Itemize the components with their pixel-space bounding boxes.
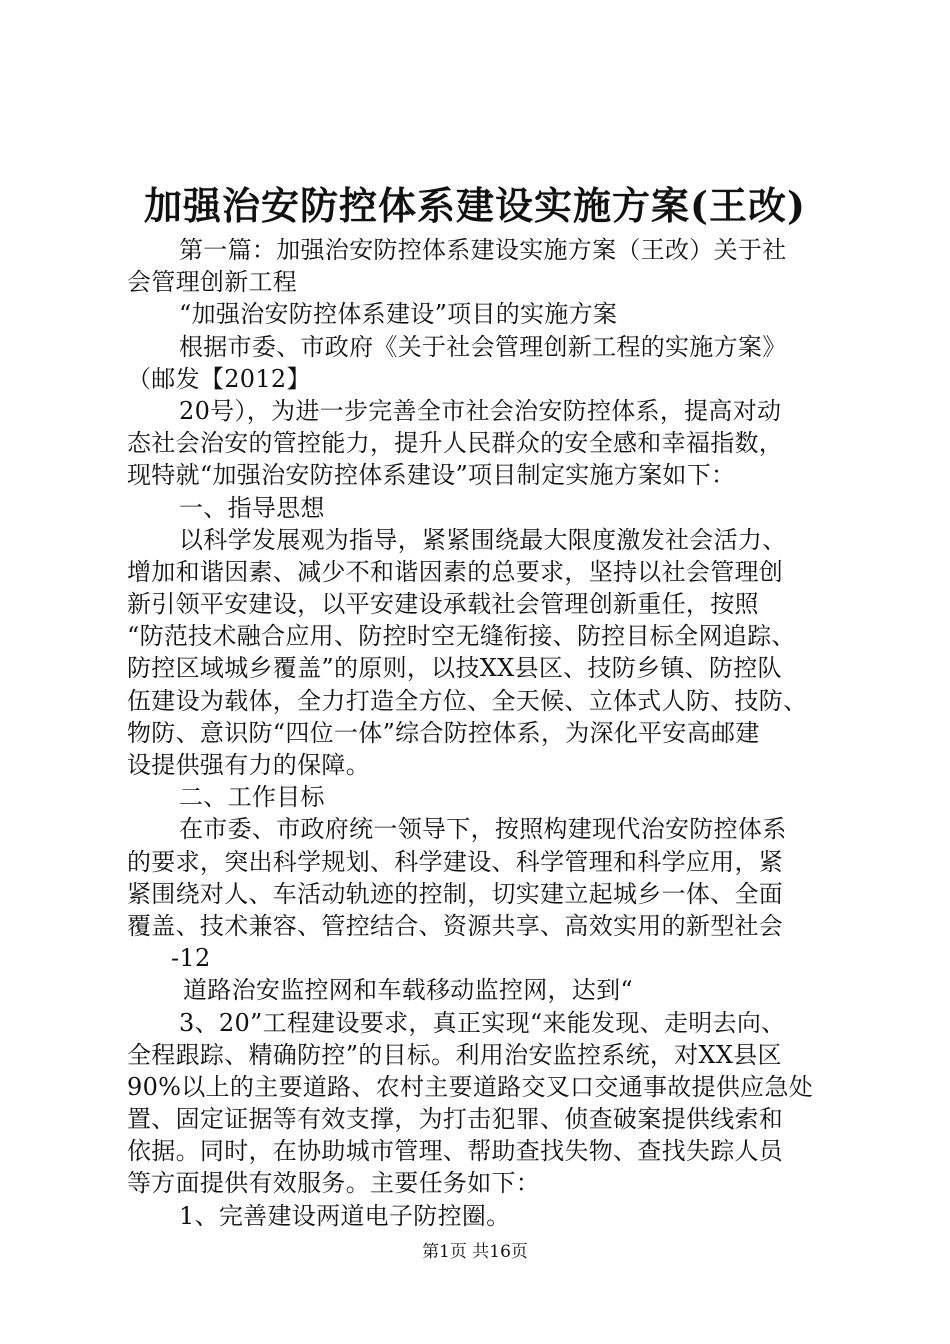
paragraph-line: 设提供强有力的保障。 [127, 751, 370, 779]
paragraph-line: 根据市委、市政府《关于社会管理创新工程的实施方案》 [179, 332, 787, 361]
paragraph-line: 现特就“加强治安防控体系建设”项目制定实施方案如下： [127, 461, 736, 490]
paragraph-line: “加强治安防控体系建设”项目的实施方案 [179, 300, 618, 329]
document-body [127, 234, 847, 1232]
document-title: 加强治安防控体系建设实施方案(王改) [144, 183, 806, 228]
paragraph-line: 防控区域城乡覆盖”的原则，以技XX县区、技防乡镇、防控队 [127, 654, 782, 683]
paragraph-line: 第一篇：加强治安防控体系建设实施方案（王改）关于社 [179, 236, 787, 264]
paragraph-line: 会管理创新工程 [127, 268, 298, 297]
paragraph-line: 紧围绕对人、车活动轨迹的控制，切实建立起城乡一体、全面 [127, 879, 784, 908]
paragraph-line: 物防、意识防“四位一体”综合防控体系，为深化平安高邮建 [127, 718, 760, 747]
paragraph-line: 置、固定证据等有效支撑，为打击犯罪、侦查破案提供线索和 [127, 1105, 784, 1134]
paragraph-line: 的要求，突出科学规划、科学建设、科学管理和科学应用，紧 [127, 847, 784, 876]
paragraph-line: 依据。同时，在协助城市管理、帮助查找失物、查找失踪人员 [127, 1137, 784, 1166]
paragraph-line: 20号），为进一步完善全市社会治安防控体系，提高对动 [179, 396, 782, 425]
paragraph-line: 以科学发展观为指导，紧紧围绕最大限度激发社会活力、 [179, 525, 787, 554]
section-heading: 二、工作目标 [179, 783, 325, 812]
paragraph-line: 等方面提供有效服务。主要任务如下： [127, 1169, 541, 1198]
paragraph-line: 增加和谐因素、减少不和谐因素的总要求，坚持以社会管理创 [127, 557, 784, 586]
paragraph-line: 伍建设为载体，全力打造全方位、全天候、立体式人防、技防、 [127, 686, 808, 715]
section-heading: 一、指导思想 [179, 493, 325, 522]
page-footer: 第1页 共16页 [422, 1242, 528, 1262]
paragraph-line: 覆盖、技术兼容、管控结合、资源共享、高效实用的新型社会 [127, 911, 784, 940]
paragraph-line: “防范技术融合应用、防控时空无缝衔接、防控目标全网追踪、 [127, 622, 796, 651]
paragraph-line: 在市委、市政府统一领导下，按照构建现代治安防控体系 [179, 815, 787, 844]
paragraph-line: 新引领平安建设，以平安建设承载社会管理创新重任，按照 [127, 590, 759, 619]
list-item: 1、完善建设两道电子防控圈。 [179, 1201, 511, 1230]
page-fragment-marker: -12 [171, 944, 211, 973]
paragraph-line: （邮发【2012】 [127, 364, 311, 393]
paragraph-line: 态社会治安的管控能力，提升人民群众的安全感和幸福指数， [127, 429, 784, 458]
paragraph-line: 道路治安监控网和车载移动监控网，达到“ [183, 976, 633, 1005]
paragraph-line: 全程跟踪、精确防控”的目标。利用治安监控系统，对XX县区 [127, 1040, 782, 1069]
paragraph-line: 3、20”工程建设要求，真正实现“来能发现、走明去向、 [179, 1008, 786, 1037]
paragraph-line: 90%以上的主要道路、农村主要道路交叉口交通事故提供应急处 [127, 1072, 814, 1101]
